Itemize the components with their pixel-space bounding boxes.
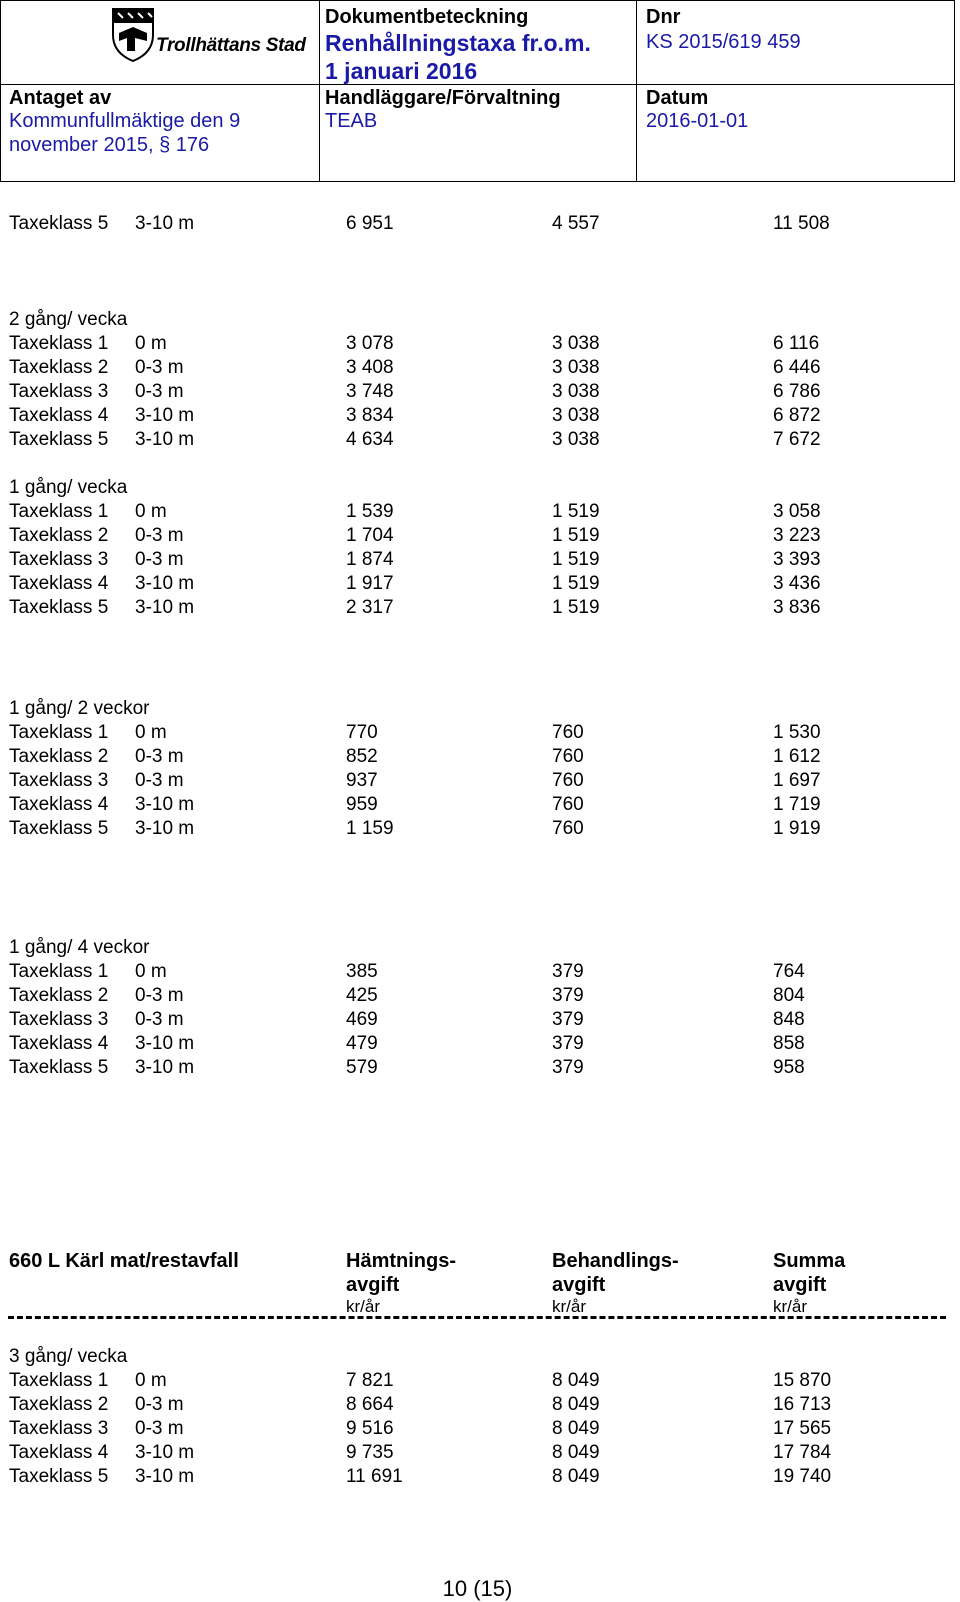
taxeklass-cell: Taxeklass 2 [9, 746, 109, 767]
hamtningsavgift-cell: 852 [346, 746, 378, 767]
taxeklass-cell: Taxeklass 4 [9, 573, 109, 594]
hamtningsavgift-cell: 2 317 [346, 597, 394, 618]
behandlingsavgift-cell: 379 [552, 1033, 584, 1054]
header-divider [1, 84, 954, 85]
hamtningsavgift-cell: 4 634 [346, 429, 394, 450]
antaget-label: Antaget av [9, 87, 112, 109]
taxeklass-cell: Taxeklass 3 [9, 549, 109, 570]
distance-cell: 0-3 m [135, 1394, 184, 1415]
distance-cell: 3-10 m [135, 1442, 195, 1463]
col-header-hamtning: Hämtnings- [346, 1250, 456, 1272]
antaget-value-2: november 2015, § 176 [9, 134, 210, 156]
taxeklass-cell: Taxeklass 5 [9, 818, 109, 839]
behandlingsavgift-cell: 3 038 [552, 333, 600, 354]
behandlingsavgift-cell: 379 [552, 1057, 584, 1078]
dnr-label: Dnr [646, 6, 681, 28]
hamtningsavgift-cell: 385 [346, 961, 378, 982]
distance-cell: 3-10 m [135, 1033, 195, 1054]
behandlingsavgift-cell: 1 519 [552, 501, 600, 522]
distance-cell: 0-3 m [135, 1009, 184, 1030]
summa-cell: 3 223 [773, 525, 821, 546]
behandlingsavgift-cell: 3 038 [552, 429, 600, 450]
page-number: 10 (15) [442, 1576, 513, 1601]
taxeklass-cell: Taxeklass 2 [9, 357, 109, 378]
summa-cell: 11 508 [773, 213, 830, 234]
group-title: 2 gång/ vecka [9, 309, 128, 330]
taxeklass-cell: Taxeklass 2 [9, 525, 109, 546]
summa-cell: 6 872 [773, 405, 821, 426]
summa-cell: 1 612 [773, 746, 821, 767]
distance-cell: 3-10 m [135, 429, 195, 450]
behandlingsavgift-cell: 8 049 [552, 1370, 600, 1391]
hamtningsavgift-cell: 8 664 [346, 1394, 394, 1415]
distance-cell: 0-3 m [135, 525, 184, 546]
doc-label: Dokumentbeteckning [325, 6, 529, 28]
summa-cell: 1 719 [773, 794, 821, 815]
summa-cell: 17 784 [773, 1442, 832, 1463]
summa-cell: 6 116 [773, 333, 820, 354]
hamtningsavgift-cell: 1 159 [346, 818, 394, 839]
distance-cell: 0 m [135, 1370, 167, 1391]
taxeklass-cell: Taxeklass 3 [9, 1418, 109, 1439]
hamtningsavgift-cell: 9 735 [346, 1442, 394, 1463]
taxeklass-cell: Taxeklass 5 [9, 1057, 109, 1078]
behandlingsavgift-cell: 379 [552, 985, 584, 1006]
taxeklass-cell: Taxeklass 5 [9, 1466, 109, 1487]
hamtningsavgift-cell: 1 704 [346, 525, 394, 546]
col-header-behandling: Behandlings- [552, 1250, 679, 1272]
handlaggare-value: TEAB [325, 110, 378, 132]
header-divider [636, 1, 637, 182]
summa-cell: 17 565 [773, 1418, 832, 1439]
taxeklass-cell: Taxeklass 1 [9, 722, 109, 743]
col-header-summa: Summa [773, 1250, 846, 1272]
taxeklass-cell: Taxeklass 4 [9, 405, 109, 426]
taxeklass-cell: Taxeklass 3 [9, 1009, 109, 1030]
taxeklass-cell: Taxeklass 1 [9, 961, 109, 982]
summa-cell: 848 [773, 1009, 805, 1030]
behandlingsavgift-cell: 379 [552, 1009, 584, 1030]
section-title: 660 L Kärl mat/restavfall [9, 1250, 239, 1272]
taxeklass-cell: Taxeklass 2 [9, 1394, 109, 1415]
datum-value: 2016-01-01 [646, 110, 749, 132]
group-title: 1 gång/ 4 veckor [9, 937, 150, 958]
doc-title-date: 1 januari 2016 [325, 58, 478, 84]
hamtningsavgift-cell: 959 [346, 794, 378, 815]
summa-cell: 7 672 [773, 429, 821, 450]
hamtningsavgift-cell: 425 [346, 985, 378, 1006]
distance-cell: 0-3 m [135, 1418, 184, 1439]
taxeklass-cell: Taxeklass 1 [9, 1370, 109, 1391]
summa-cell: 16 713 [773, 1394, 832, 1415]
summa-cell: 3 393 [773, 549, 821, 570]
distance-cell: 0 m [135, 722, 167, 743]
distance-cell: 0-3 m [135, 549, 184, 570]
behandlingsavgift-cell: 1 519 [552, 573, 600, 594]
coat-of-arms-icon [109, 5, 157, 63]
distance-cell: 3-10 m [135, 1057, 195, 1078]
hamtningsavgift-cell: 3 078 [346, 333, 394, 354]
taxeklass-cell: Taxeklass 4 [9, 1442, 109, 1463]
dashed-separator [8, 1316, 946, 1319]
header-divider [319, 1, 320, 182]
taxeklass-cell: Taxeklass 4 [9, 1033, 109, 1054]
taxeklass-cell: Taxeklass 5 [9, 213, 109, 234]
summa-cell: 764 [773, 961, 805, 982]
group-title: 1 gång/ vecka [9, 477, 128, 498]
behandlingsavgift-cell: 3 038 [552, 381, 600, 402]
summa-cell: 19 740 [773, 1466, 832, 1487]
taxeklass-cell: Taxeklass 3 [9, 770, 109, 791]
hamtningsavgift-cell: 11 691 [346, 1466, 403, 1487]
summa-cell: 3 836 [773, 597, 821, 618]
behandlingsavgift-cell: 8 049 [552, 1418, 600, 1439]
distance-cell: 0-3 m [135, 770, 184, 791]
distance-cell: 0-3 m [135, 985, 184, 1006]
distance-cell: 3-10 m [135, 794, 195, 815]
hamtningsavgift-cell: 9 516 [346, 1418, 394, 1439]
summa-cell: 15 870 [773, 1370, 832, 1391]
summa-cell: 1 697 [773, 770, 821, 791]
distance-cell: 0-3 m [135, 357, 184, 378]
behandlingsavgift-cell: 1 519 [552, 525, 600, 546]
group-title: 3 gång/ vecka [9, 1346, 128, 1367]
behandlingsavgift-cell: 8 049 [552, 1442, 600, 1463]
taxeklass-cell: Taxeklass 4 [9, 794, 109, 815]
taxeklass-cell: Taxeklass 2 [9, 985, 109, 1006]
behandlingsavgift-cell: 8 049 [552, 1394, 600, 1415]
summa-cell: 3 436 [773, 573, 821, 594]
hamtningsavgift-cell: 479 [346, 1033, 378, 1054]
unit-label: kr/år [552, 1297, 586, 1316]
distance-cell: 3-10 m [135, 1466, 195, 1487]
distance-cell: 0 m [135, 333, 167, 354]
distance-cell: 3-10 m [135, 405, 195, 426]
behandlingsavgift-cell: 760 [552, 818, 584, 839]
hamtningsavgift-cell: 7 821 [346, 1370, 394, 1391]
hamtningsavgift-cell: 6 951 [346, 213, 394, 234]
distance-cell: 3-10 m [135, 818, 195, 839]
distance-cell: 0-3 m [135, 381, 184, 402]
hamtningsavgift-cell: 3 408 [346, 357, 394, 378]
distance-cell: 3-10 m [135, 597, 195, 618]
distance-cell: 0 m [135, 501, 167, 522]
distance-cell: 3-10 m [135, 213, 195, 234]
behandlingsavgift-cell: 379 [552, 961, 584, 982]
col-header-hamtning-2: avgift [346, 1274, 400, 1296]
hamtningsavgift-cell: 469 [346, 1009, 378, 1030]
behandlingsavgift-cell: 1 519 [552, 549, 600, 570]
behandlingsavgift-cell: 760 [552, 746, 584, 767]
hamtningsavgift-cell: 1 917 [346, 573, 394, 594]
behandlingsavgift-cell: 1 519 [552, 597, 600, 618]
hamtningsavgift-cell: 579 [346, 1057, 378, 1078]
datum-label: Datum [646, 87, 709, 109]
summa-cell: 1 919 [773, 818, 821, 839]
taxeklass-cell: Taxeklass 1 [9, 501, 109, 522]
summa-cell: 3 058 [773, 501, 821, 522]
behandlingsavgift-cell: 760 [552, 722, 584, 743]
dnr-value: KS 2015/619 459 [646, 31, 801, 53]
summa-cell: 6 446 [773, 357, 821, 378]
behandlingsavgift-cell: 760 [552, 794, 584, 815]
hamtningsavgift-cell: 3 834 [346, 405, 394, 426]
taxeklass-cell: Taxeklass 3 [9, 381, 109, 402]
antaget-value: Kommunfullmäktige den 9 [9, 110, 241, 132]
taxeklass-cell: Taxeklass 1 [9, 333, 109, 354]
hamtningsavgift-cell: 937 [346, 770, 378, 791]
summa-cell: 858 [773, 1033, 805, 1054]
summa-cell: 1 530 [773, 722, 821, 743]
taxeklass-cell: Taxeklass 5 [9, 597, 109, 618]
distance-cell: 0 m [135, 961, 167, 982]
col-header-behandling-2: avgift [552, 1274, 606, 1296]
document-header [0, 0, 955, 182]
behandlingsavgift-cell: 3 038 [552, 405, 600, 426]
summa-cell: 6 786 [773, 381, 821, 402]
hamtningsavgift-cell: 770 [346, 722, 378, 743]
distance-cell: 0-3 m [135, 746, 184, 767]
hamtningsavgift-cell: 1 539 [346, 501, 394, 522]
summa-cell: 804 [773, 985, 805, 1006]
group-title: 1 gång/ 2 veckor [9, 698, 150, 719]
hamtningsavgift-cell: 3 748 [346, 381, 394, 402]
behandlingsavgift-cell: 760 [552, 770, 584, 791]
taxeklass-cell: Taxeklass 5 [9, 429, 109, 450]
behandlingsavgift-cell: 8 049 [552, 1466, 600, 1487]
logo-text: Trollhättans Stad [156, 35, 306, 56]
hamtningsavgift-cell: 1 874 [346, 549, 394, 570]
behandlingsavgift-cell: 3 038 [552, 357, 600, 378]
summa-cell: 958 [773, 1057, 805, 1078]
distance-cell: 3-10 m [135, 573, 195, 594]
col-header-summa-2: avgift [773, 1274, 827, 1296]
unit-label: kr/år [773, 1297, 807, 1316]
doc-title: Renhållningstaxa fr.o.m. [325, 30, 591, 56]
unit-label: kr/år [346, 1297, 380, 1316]
handlaggare-label: Handläggare/Förvaltning [325, 87, 561, 109]
behandlingsavgift-cell: 4 557 [552, 213, 600, 234]
